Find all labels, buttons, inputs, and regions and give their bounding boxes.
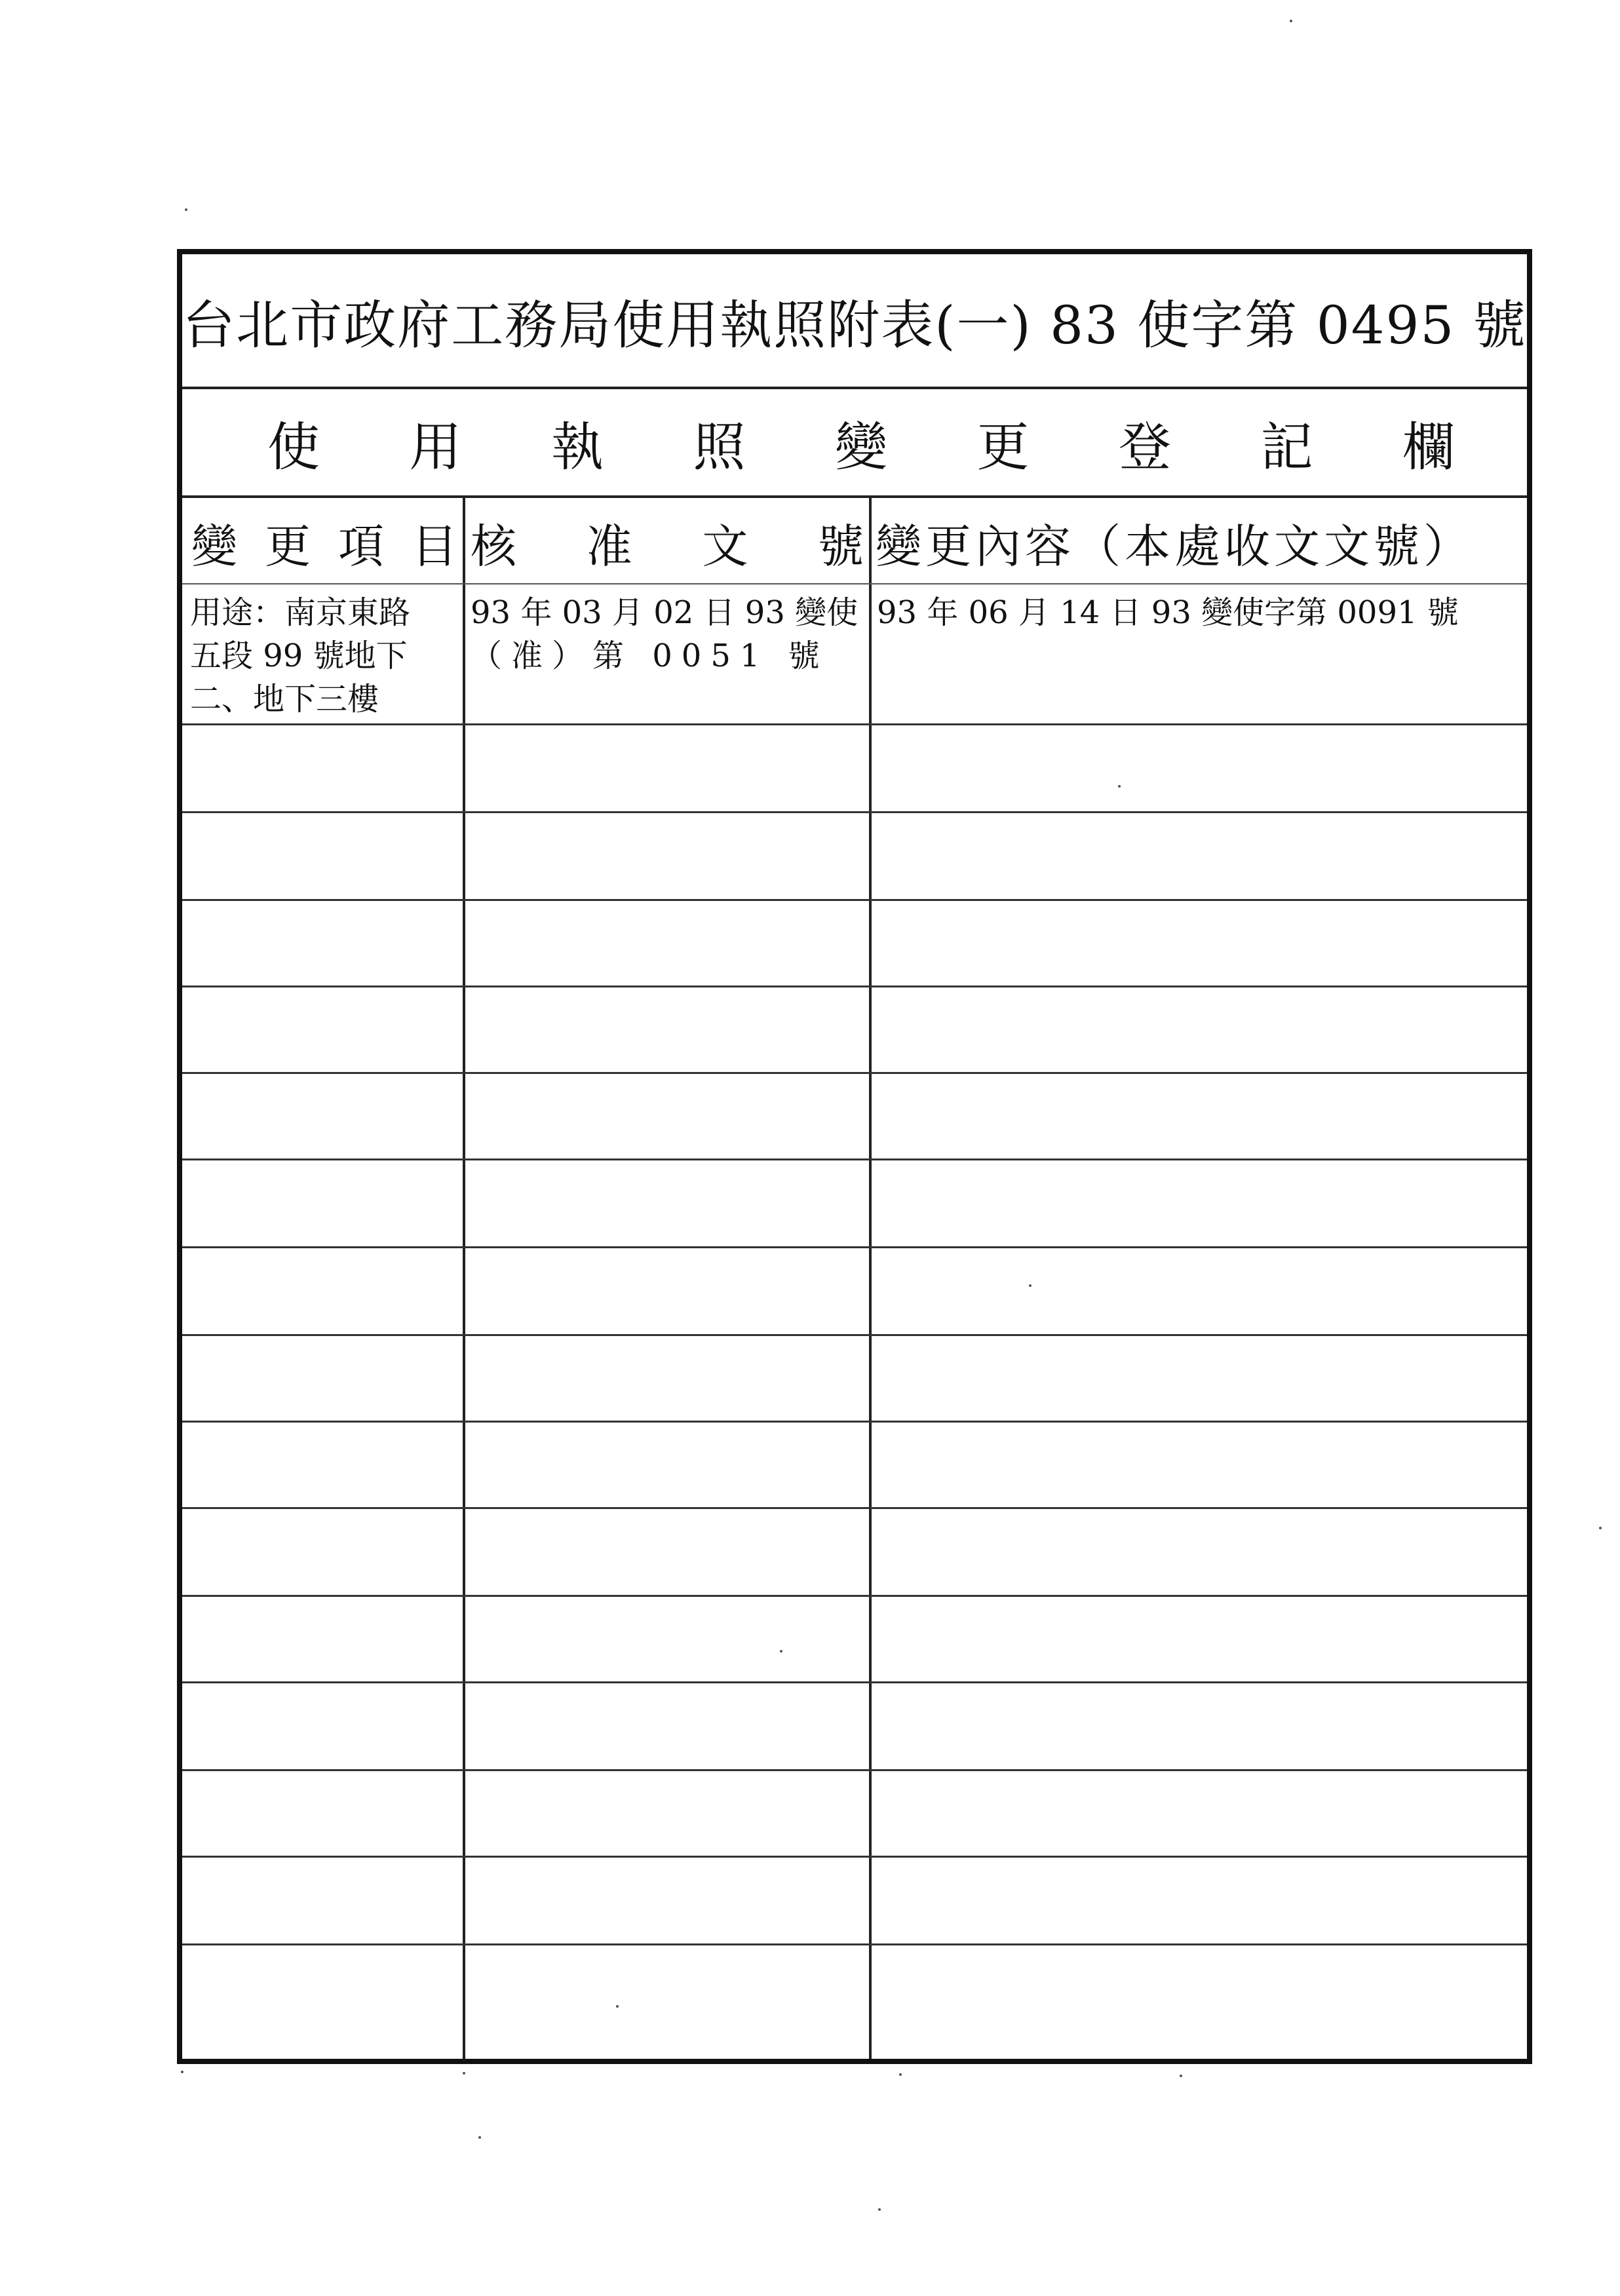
row-1-change-item: [190, 591, 460, 721]
section-title-char: 照: [693, 416, 746, 478]
row-divider: [182, 811, 1527, 813]
cell-line: 五段 99 號地下: [190, 638, 408, 674]
scan-speck: [1599, 1527, 1602, 1529]
row-divider: [182, 1507, 1527, 1509]
cell-line: 用途：南京東路: [190, 594, 411, 631]
section-title-char: 更: [976, 416, 1030, 478]
cell-line: 二、地下三樓: [190, 681, 379, 718]
row-divider: [182, 985, 1527, 987]
section-title-char: 執: [551, 416, 604, 478]
scan-speck: [1180, 2075, 1182, 2077]
row-divider: [182, 1769, 1527, 1771]
section-title-char: 欄: [1402, 416, 1455, 478]
row-divider: [182, 1421, 1527, 1423]
header-approval-number: [471, 498, 864, 587]
scan-speck: [463, 2072, 465, 2075]
section-title: [182, 389, 1527, 498]
scan-speck: [780, 1650, 782, 1653]
scan-speck: [616, 2005, 619, 2008]
header-char: 核: [471, 519, 516, 573]
cell-line: （准）第 0051 號: [471, 638, 829, 674]
header-char: 文: [702, 519, 748, 573]
row-divider: [182, 1246, 1527, 1248]
scan-speck: [899, 2073, 902, 2076]
column-divider: [463, 498, 465, 2059]
row-divider: [182, 1072, 1527, 1074]
header-char: 更: [265, 519, 311, 573]
header-underline: [182, 583, 1527, 584]
scan-speck: [1118, 785, 1121, 788]
row-divider: [182, 1943, 1527, 1945]
header-change-item: [191, 498, 457, 587]
header-char: 項: [338, 519, 384, 573]
section-title-char: 用: [409, 416, 462, 478]
change-register-table: [182, 498, 1527, 2059]
row-divider: [182, 1158, 1527, 1160]
section-title-char: 使: [267, 416, 320, 478]
cell-line: 93 年 03 月 02 日 93 變使: [471, 594, 858, 631]
header-char: 目: [412, 519, 457, 573]
row-divider: [182, 1595, 1527, 1597]
row-divider: [182, 1681, 1527, 1683]
form-title: 台北市政府工務局使用執照附表(一) 83 使字第 0495 號: [182, 254, 1527, 389]
row-divider: [182, 723, 1527, 725]
header-char: 變: [191, 519, 237, 573]
cell-line: 93 年 06 月 14 日 93 變使字第 0091 號: [877, 594, 1459, 631]
header-char: 准: [586, 519, 632, 573]
column-divider: [869, 498, 872, 2059]
scan-speck: [1029, 1284, 1032, 1287]
scan-speck: [478, 2136, 481, 2139]
header-change-content: 變更內容（本處收文文號）: [876, 519, 1473, 573]
row-1-approval-number: [471, 591, 866, 678]
row-divider: [182, 1334, 1527, 1336]
scan-speck: [878, 2208, 881, 2211]
section-title-char: 記: [1260, 416, 1313, 478]
row-divider: [182, 1856, 1527, 1858]
section-title-char: 變: [835, 416, 887, 478]
scan-speck: [181, 2071, 183, 2073]
section-title-char: 登: [1119, 416, 1171, 478]
scan-speck: [185, 208, 187, 211]
license-change-form: [177, 249, 1532, 2064]
header-char: 號: [817, 519, 864, 573]
scan-speck: [1290, 20, 1292, 22]
row-1-change-content: [877, 591, 1526, 634]
row-divider: [182, 899, 1527, 901]
